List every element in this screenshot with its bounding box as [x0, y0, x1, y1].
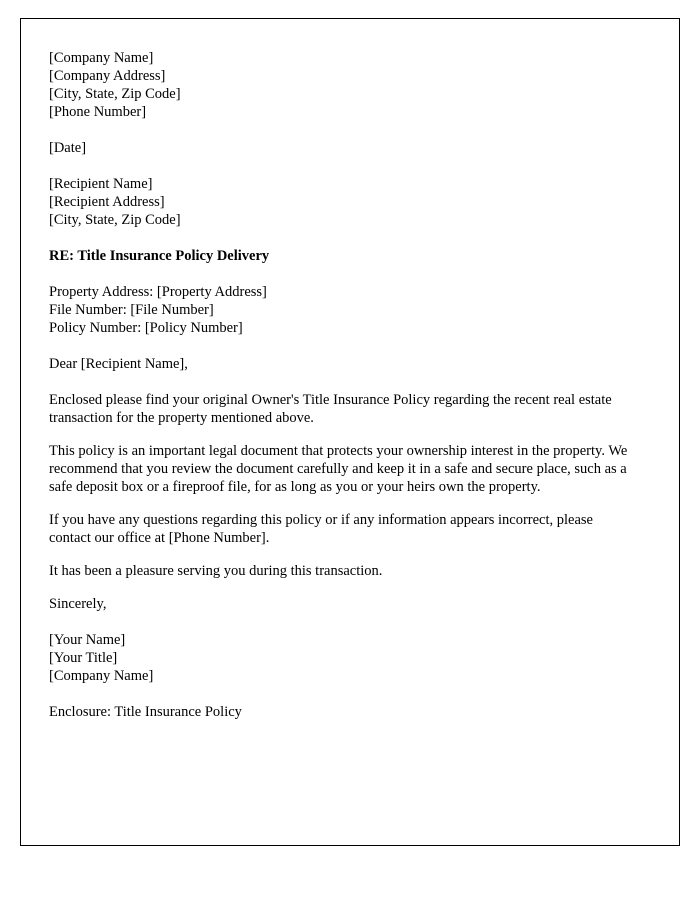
sender-company-name: [Company Name]	[49, 50, 154, 66]
body-paragraph-3: If you have any questions regarding this policy or if any information appears incorrect, please contact our office at [Phone Number].	[49, 512, 593, 546]
file-number-line: File Number: [File Number]	[49, 302, 214, 318]
date-block	[49, 139, 651, 157]
reference-block	[49, 283, 651, 337]
letter-page	[20, 18, 680, 846]
sender-city-state-zip: [City, State, Zip Code]	[49, 86, 181, 102]
closing-line: Sincerely,	[49, 596, 107, 612]
signature-your-title: [Your Title]	[49, 650, 118, 666]
date-line: [Date]	[49, 140, 87, 156]
signature-your-name: [Your Name]	[49, 632, 126, 648]
policy-number-line: Policy Number: [Policy Number]	[49, 320, 243, 336]
sender-company-address: [Company Address]	[49, 68, 166, 84]
recipient-name: [Recipient Name]	[49, 176, 153, 192]
sender-phone-number: [Phone Number]	[49, 104, 147, 120]
body-paragraph-1: Enclosed please find your original Owner's Title Insurance Policy regarding the recent real estate transaction for the property mentioned above.	[49, 392, 612, 426]
property-address-line: Property Address: [Property Address]	[49, 284, 267, 300]
subject-line: RE: Title Insurance Policy Delivery	[49, 248, 270, 264]
body-paragraph-2: This policy is an important legal document that protects your ownership interest in the property. We recommend that you review the document carefully and keep it in a safe and secure place, such as a safe deposit box or a fireproof file, for as long as you or your heirs own the property.	[49, 443, 628, 495]
recipient-address: [Recipient Address]	[49, 194, 165, 210]
signature-company-name: [Company Name]	[49, 668, 154, 684]
enclosure-line: Enclosure: Title Insurance Policy	[49, 704, 242, 720]
body-paragraph-4: It has been a pleasure serving you during this transaction.	[49, 563, 383, 579]
sender-block	[49, 49, 651, 121]
salutation-line: Dear [Recipient Name],	[49, 356, 188, 372]
recipient-city-state-zip: [City, State, Zip Code]	[49, 212, 181, 228]
signature-block	[49, 631, 651, 685]
recipient-block	[49, 175, 651, 229]
